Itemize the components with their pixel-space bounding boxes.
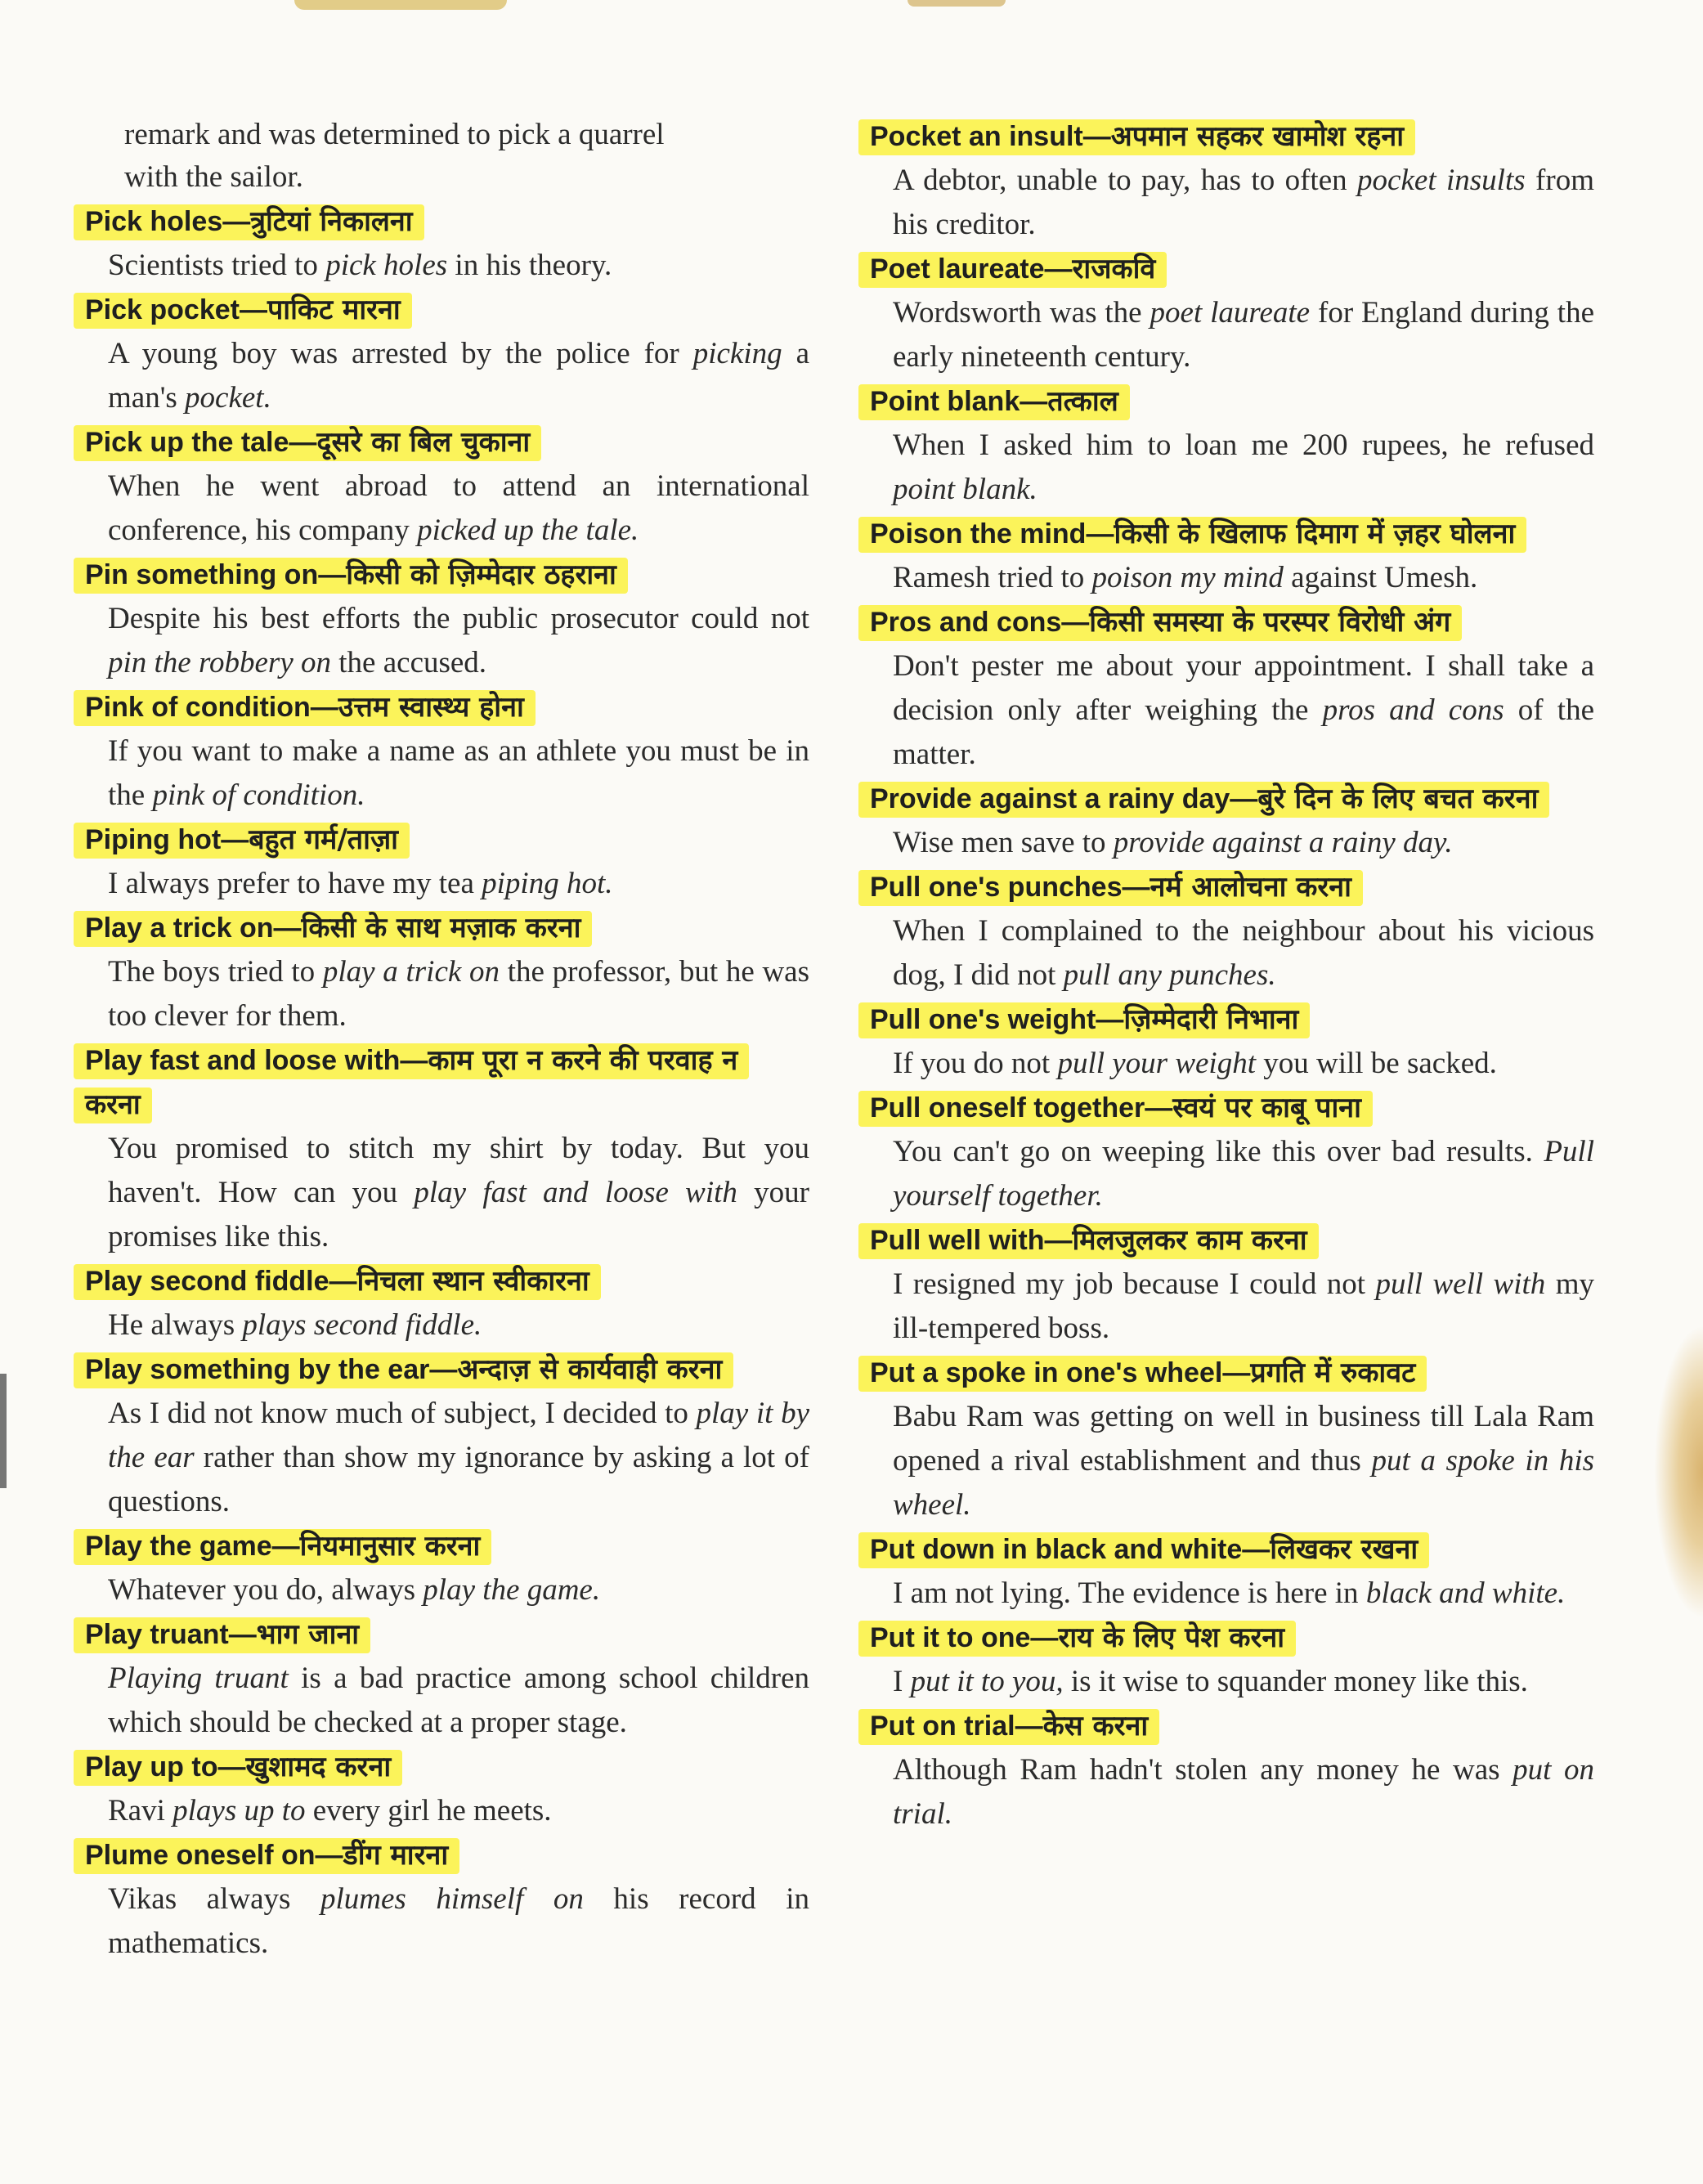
idiom-phrase: Play the game bbox=[85, 1531, 272, 1562]
idiom-heading bbox=[74, 1038, 809, 1127]
example-text: in his theory. bbox=[447, 249, 612, 282]
em-dash-separator: — bbox=[289, 427, 317, 458]
idiom-example bbox=[858, 1042, 1594, 1086]
idiom-example bbox=[74, 1877, 809, 1966]
example-text: I bbox=[893, 1665, 911, 1698]
idiom-example bbox=[74, 1392, 809, 1524]
idiom-entry bbox=[74, 906, 809, 1038]
highlighted-heading bbox=[74, 1352, 733, 1388]
em-dash-separator: — bbox=[1061, 607, 1090, 638]
idiom-meaning-hindi: मिलजुलकर काम करना bbox=[1072, 1224, 1307, 1257]
highlighted-heading bbox=[74, 911, 592, 947]
example-text: When I asked him to loan me 200 rupees, he refused bbox=[893, 428, 1594, 462]
idiom-meaning-hindi: किसी के खिलाफ दिमाग में ज़हर घोलना bbox=[1114, 518, 1516, 550]
em-dash-separator: — bbox=[1222, 1357, 1251, 1388]
intro-continuation bbox=[74, 113, 809, 200]
idiom-example bbox=[74, 1789, 809, 1833]
idiom-phrase: Play up to bbox=[85, 1751, 218, 1783]
idiom-phrase: Pull oneself together bbox=[870, 1092, 1145, 1123]
idiom-entry bbox=[858, 247, 1594, 379]
idiom-example bbox=[858, 424, 1594, 512]
idiom-example bbox=[74, 597, 809, 685]
idiom-example bbox=[858, 1660, 1594, 1704]
idiom-entry bbox=[858, 512, 1594, 600]
example-text: I always prefer to have my tea bbox=[108, 867, 482, 900]
idiom-heading bbox=[74, 1348, 809, 1392]
idiom-phrase: Pick holes bbox=[85, 206, 223, 237]
example-text: is a bad practice among school children which should be checked at a proper stage. bbox=[108, 1662, 810, 1739]
example-text: A young boy was arrested by the police for bbox=[108, 337, 693, 370]
idiom-heading bbox=[858, 247, 1594, 291]
idiom-example bbox=[74, 464, 809, 553]
em-dash-separator: — bbox=[329, 1266, 357, 1297]
example-text: The boys tried to bbox=[108, 955, 323, 989]
idiom-example bbox=[74, 332, 809, 420]
idiom-heading bbox=[858, 1086, 1594, 1130]
idiom-entry bbox=[74, 685, 809, 818]
example-idiom-italic: pink of condition. bbox=[152, 778, 365, 812]
em-dash-separator: — bbox=[217, 1751, 246, 1783]
example-idiom-italic: plumes himself on bbox=[320, 1882, 584, 1916]
example-idiom-italic: put on trial. bbox=[893, 1753, 1595, 1831]
example-text: As I did not know much of subject, I decided to bbox=[108, 1397, 697, 1430]
em-dash-separator: — bbox=[318, 559, 347, 590]
page-binding-mark bbox=[0, 1374, 7, 1488]
example-idiom-italic: provide against a rainy day. bbox=[1113, 826, 1453, 859]
example-idiom-italic: put it to you, bbox=[910, 1665, 1064, 1698]
idiom-phrase: Pin something on bbox=[85, 559, 319, 590]
example-idiom-italic: pull any punches. bbox=[1063, 958, 1276, 992]
idiom-meaning-hindi: पाकिट मारना bbox=[267, 294, 401, 326]
example-idiom-italic: Pull yourself together. bbox=[893, 1135, 1594, 1213]
em-dash-separator: — bbox=[315, 1840, 343, 1871]
example-text: Wise men save to bbox=[893, 826, 1114, 859]
idiom-example bbox=[74, 1568, 809, 1612]
example-text: from his creditor. bbox=[893, 164, 1594, 241]
idiom-phrase: Pick up the tale bbox=[85, 427, 289, 458]
idiom-entry bbox=[74, 288, 809, 420]
idiom-meaning-hindi: बुरे दिन के लिए बचत करना bbox=[1257, 783, 1539, 815]
example-text: If you want to make a name as an athlete you must be in the bbox=[108, 734, 809, 812]
em-dash-separator: — bbox=[1030, 1622, 1059, 1653]
highlighted-heading bbox=[74, 425, 541, 461]
idiom-example bbox=[858, 556, 1594, 600]
em-dash-separator: — bbox=[1015, 1711, 1043, 1742]
idiom-meaning-hindi: नर्म आलोचना करना bbox=[1150, 871, 1351, 904]
example-idiom-italic: play a trick on bbox=[322, 955, 500, 989]
highlighted-heading bbox=[858, 1356, 1427, 1392]
idiom-heading bbox=[858, 1351, 1594, 1395]
highlighted-heading bbox=[858, 782, 1549, 818]
example-idiom-italic: picked up the tale. bbox=[417, 513, 639, 547]
idiom-example bbox=[858, 291, 1594, 379]
idiom-phrase: Put on trial bbox=[870, 1711, 1015, 1742]
example-idiom-italic: point blank. bbox=[893, 473, 1037, 506]
highlighted-heading bbox=[858, 1091, 1373, 1127]
em-dash-separator: — bbox=[1096, 1004, 1124, 1035]
idiom-phrase: Play a trick on bbox=[85, 913, 274, 944]
idiom-entry bbox=[74, 1524, 809, 1612]
example-text: You promised to stitch my shirt by today. But you haven't. How can you bbox=[108, 1132, 809, 1209]
idiom-phrase: Piping hot bbox=[85, 824, 222, 855]
highlighted-heading bbox=[74, 690, 536, 726]
highlighted-heading bbox=[74, 1617, 370, 1653]
example-text: A debtor, unable to pay, has to often bbox=[893, 164, 1358, 197]
idiom-heading bbox=[74, 1745, 809, 1789]
idiom-meaning-hindi: लिखकर रखना bbox=[1270, 1533, 1418, 1566]
example-text: Wordsworth was the bbox=[893, 296, 1150, 330]
idiom-entry bbox=[858, 998, 1594, 1086]
idiom-heading bbox=[74, 553, 809, 597]
highlighted-heading bbox=[74, 1838, 459, 1874]
idiom-entry bbox=[858, 1704, 1594, 1836]
highlighted-heading bbox=[858, 252, 1167, 288]
idiom-entry bbox=[858, 600, 1594, 777]
idiom-entry bbox=[858, 1086, 1594, 1218]
idiom-example bbox=[858, 1748, 1594, 1836]
em-dash-separator: — bbox=[400, 1045, 428, 1076]
idiom-meaning-hindi: दूसरे का बिल चुकाना bbox=[316, 426, 531, 459]
example-text: against Umesh. bbox=[1283, 561, 1478, 594]
idiom-example bbox=[858, 909, 1594, 998]
idiom-heading bbox=[858, 1218, 1594, 1262]
example-text: his record in mathematics. bbox=[108, 1882, 810, 1960]
idiom-heading bbox=[74, 818, 809, 862]
example-text: rather than show my ignorance by asking a lot of questions. bbox=[108, 1441, 810, 1518]
idiom-heading bbox=[858, 998, 1594, 1042]
example-text: Babu Ram was getting on well in business till Lala Ram opened a rival establishment and thus bbox=[893, 1400, 1594, 1478]
highlighted-heading bbox=[858, 870, 1363, 906]
idiom-entry bbox=[858, 1218, 1594, 1351]
idiom-phrase: Play second fiddle bbox=[85, 1266, 329, 1297]
example-text: When he went abroad to attend an international conference, his company bbox=[108, 469, 809, 547]
example-text: You can't go on weeping like this over bad results. bbox=[893, 1135, 1544, 1168]
example-idiom-italic: plays up to bbox=[173, 1794, 306, 1827]
em-dash-separator: — bbox=[222, 206, 251, 237]
idiom-heading bbox=[74, 200, 809, 244]
idiom-example bbox=[858, 159, 1594, 247]
idiom-meaning-hindi: काम पूरा न करने की परवाह न करना bbox=[85, 1044, 738, 1121]
em-dash-separator: — bbox=[429, 1354, 458, 1385]
idiom-phrase: Play fast and loose with bbox=[85, 1045, 401, 1076]
intro-line: with the sailor. bbox=[124, 160, 303, 194]
idiom-meaning-hindi: ज़िम्मेदारी निभाना bbox=[1123, 1003, 1299, 1036]
em-dash-separator: — bbox=[273, 913, 302, 944]
idiom-heading bbox=[74, 1524, 809, 1568]
example-text: for England during the early nineteenth century. bbox=[893, 296, 1595, 374]
example-text: every girl he meets. bbox=[305, 1794, 552, 1827]
idiom-meaning-hindi: प्रगति में रुकावट bbox=[1250, 1357, 1416, 1389]
em-dash-separator: — bbox=[1122, 872, 1150, 903]
idiom-meaning-hindi: नियमानुसार करना bbox=[299, 1530, 481, 1563]
highlighted-heading bbox=[858, 384, 1130, 420]
example-idiom-italic: piping hot. bbox=[482, 867, 613, 900]
idiom-heading bbox=[74, 1259, 809, 1303]
idiom-example bbox=[74, 1657, 809, 1745]
em-dash-separator: — bbox=[1086, 518, 1114, 549]
idiom-phrase: Put it to one bbox=[870, 1622, 1031, 1653]
idiom-heading bbox=[74, 1612, 809, 1657]
highlighted-heading bbox=[858, 1002, 1310, 1038]
idiom-heading bbox=[858, 600, 1594, 644]
idiom-example bbox=[858, 1572, 1594, 1616]
idiom-heading bbox=[858, 1616, 1594, 1660]
idiom-phrase: Pull one's weight bbox=[870, 1004, 1096, 1035]
example-idiom-italic: pin the robbery on bbox=[108, 646, 332, 679]
idiom-example bbox=[74, 244, 809, 288]
idiom-phrase: Provide against a rainy day bbox=[870, 783, 1230, 814]
idiom-entry bbox=[74, 1833, 809, 1966]
highlighted-heading bbox=[74, 1264, 601, 1300]
example-text: I resigned my job because I could not bbox=[893, 1267, 1376, 1301]
page-stain-top bbox=[294, 0, 507, 10]
highlighted-heading bbox=[858, 1709, 1159, 1745]
example-text: Scientists tried to bbox=[108, 249, 326, 282]
highlighted-heading bbox=[858, 1621, 1296, 1657]
idiom-entry bbox=[858, 379, 1594, 512]
highlighted-heading bbox=[74, 204, 424, 240]
idiom-entry bbox=[858, 114, 1594, 247]
example-idiom-italic: plays second fiddle. bbox=[242, 1308, 482, 1342]
idiom-phrase: Point blank bbox=[870, 386, 1020, 417]
intro-line: remark and was determined to pick a quarrel bbox=[124, 118, 665, 151]
example-idiom-italic: pocket insults bbox=[1357, 164, 1526, 197]
idiom-entry bbox=[74, 420, 809, 553]
example-idiom-italic: poison my mind bbox=[1091, 561, 1284, 594]
example-text: the accused. bbox=[331, 646, 487, 679]
example-text: Although Ram hadn't stolen any money he was bbox=[893, 1753, 1513, 1787]
example-text: If you do not bbox=[893, 1047, 1058, 1080]
example-idiom-italic: picking bbox=[692, 337, 782, 370]
highlighted-heading bbox=[858, 517, 1526, 553]
em-dash-separator: — bbox=[221, 824, 249, 855]
em-dash-separator: — bbox=[1242, 1534, 1271, 1565]
idiom-list-right bbox=[858, 114, 1594, 1836]
highlighted-heading bbox=[74, 823, 410, 859]
idiom-phrase: Pull one's punches bbox=[870, 872, 1123, 903]
example-idiom-italic: pull your weight bbox=[1057, 1047, 1256, 1080]
example-idiom-italic: black and white. bbox=[1365, 1576, 1566, 1610]
idiom-meaning-hindi: डींग मारना bbox=[343, 1839, 449, 1872]
idiom-meaning-hindi: तत्काल bbox=[1047, 385, 1118, 418]
idiom-entry bbox=[858, 1527, 1594, 1616]
idiom-list-left bbox=[74, 200, 809, 1966]
idiom-phrase: Pink of condition bbox=[85, 692, 311, 723]
example-text: you will be sacked. bbox=[1255, 1047, 1497, 1080]
idiom-phrase: Plume oneself on bbox=[85, 1840, 316, 1871]
idiom-phrase: Play something by the ear bbox=[85, 1354, 430, 1385]
example-text: the professor, but he was too clever for them. bbox=[108, 955, 809, 1033]
idiom-entry bbox=[74, 1612, 809, 1745]
idiom-entry bbox=[74, 1259, 809, 1348]
left-column bbox=[74, 114, 809, 1966]
idiom-entry bbox=[858, 1616, 1594, 1704]
example-text: your promises like this. bbox=[108, 1176, 810, 1253]
idiom-entry bbox=[858, 777, 1594, 865]
idiom-phrase: Pros and cons bbox=[870, 607, 1062, 638]
idiom-heading bbox=[858, 114, 1594, 159]
example-text: Whatever you do, always bbox=[108, 1573, 424, 1607]
example-text: my ill-tempered boss. bbox=[893, 1267, 1594, 1345]
highlighted-heading bbox=[74, 1529, 491, 1565]
highlighted-heading bbox=[858, 119, 1415, 155]
page-edge-stain bbox=[1654, 1325, 1703, 1619]
idiom-heading bbox=[858, 1704, 1594, 1748]
idiom-meaning-hindi: किसी के साथ मज़ाक करना bbox=[301, 912, 581, 944]
example-text: When I complained to the neighbour about his vicious dog, I did not bbox=[893, 914, 1594, 992]
idiom-example bbox=[74, 862, 809, 906]
highlighted-heading bbox=[74, 1043, 749, 1123]
idiom-heading bbox=[858, 1527, 1594, 1572]
example-text: He always bbox=[108, 1308, 243, 1342]
em-dash-separator: — bbox=[271, 1531, 300, 1562]
idiom-phrase: Pull well with bbox=[870, 1225, 1045, 1256]
idiom-meaning-hindi: निचला स्थान स्वीकारना bbox=[356, 1265, 589, 1298]
idiom-entry bbox=[858, 1351, 1594, 1527]
idiom-phrase: Poison the mind bbox=[870, 518, 1087, 549]
example-idiom-italic: pocket. bbox=[185, 381, 271, 415]
idiom-example bbox=[74, 729, 809, 818]
idiom-meaning-hindi: अन्दाज़ से कार्यवाही करना bbox=[457, 1353, 723, 1386]
em-dash-separator: — bbox=[1230, 783, 1258, 814]
highlighted-heading bbox=[858, 605, 1462, 641]
idiom-entry bbox=[74, 1348, 809, 1524]
highlighted-heading bbox=[858, 1223, 1319, 1259]
right-column bbox=[858, 114, 1594, 1836]
idiom-example bbox=[858, 1130, 1594, 1218]
idiom-meaning-hindi: किसी समस्या के परस्पर विरोधी अंग bbox=[1089, 606, 1451, 639]
idiom-phrase: Put down in black and white bbox=[870, 1534, 1243, 1565]
highlighted-heading bbox=[74, 558, 628, 594]
idiom-meaning-hindi: अपमान सहकर खामोश रहना bbox=[1110, 120, 1405, 153]
example-idiom-italic: play fast and loose with bbox=[414, 1176, 737, 1209]
idiom-entry bbox=[74, 1745, 809, 1833]
example-idiom-italic: pick holes bbox=[325, 249, 448, 282]
page-stain-top-right bbox=[908, 0, 1006, 7]
example-idiom-italic: play it by the ear bbox=[108, 1397, 810, 1474]
example-text: a man's bbox=[108, 337, 809, 415]
idiom-heading bbox=[74, 1833, 809, 1877]
example-text: Ramesh tried to bbox=[893, 561, 1092, 594]
idiom-meaning-hindi: खुशामद करना bbox=[245, 1751, 392, 1783]
em-dash-separator: — bbox=[1145, 1092, 1173, 1123]
idiom-meaning-hindi: राजकवि bbox=[1072, 253, 1156, 285]
idiom-phrase: Put a spoke in one's wheel bbox=[870, 1357, 1223, 1388]
highlighted-heading bbox=[858, 1532, 1429, 1568]
example-text: I am not lying. The evidence is here in bbox=[893, 1576, 1366, 1610]
idiom-example bbox=[858, 644, 1594, 777]
idiom-heading bbox=[858, 865, 1594, 909]
example-text: Don't pester me about your appointment. I shall take a decision only after weighing the bbox=[893, 649, 1594, 727]
idiom-entry bbox=[74, 818, 809, 906]
idiom-heading bbox=[858, 777, 1594, 821]
em-dash-separator: — bbox=[1044, 1225, 1073, 1256]
example-idiom-italic: play the game. bbox=[423, 1573, 601, 1607]
example-text: Ravi bbox=[108, 1794, 173, 1827]
idiom-phrase: Poet laureate bbox=[870, 253, 1045, 285]
idiom-meaning-hindi: त्रुटियां निकालना bbox=[250, 205, 413, 238]
idiom-heading bbox=[74, 906, 809, 950]
example-text: Vikas always bbox=[108, 1882, 320, 1916]
highlighted-heading bbox=[74, 293, 412, 329]
example-idiom-italic: pull well with bbox=[1375, 1267, 1546, 1301]
highlighted-heading bbox=[74, 1750, 402, 1786]
idiom-meaning-hindi: बहुत गर्म/ताज़ा bbox=[249, 823, 398, 856]
example-text: Despite his best efforts the public prosecutor could not bbox=[108, 602, 809, 635]
idiom-meaning-hindi: राय के लिए पेश करना bbox=[1058, 1621, 1285, 1654]
idiom-meaning-hindi: स्वयं पर काबू पाना bbox=[1172, 1092, 1361, 1124]
example-idiom-italic: put a spoke in his wheel. bbox=[893, 1444, 1595, 1522]
example-text: is it wise to squander money like this. bbox=[1063, 1665, 1528, 1698]
em-dash-separator: — bbox=[1020, 386, 1048, 417]
idiom-phrase: Play truant bbox=[85, 1619, 229, 1650]
example-idiom-italic: pros and cons bbox=[1322, 693, 1504, 727]
idiom-meaning-hindi: उत्तम स्वास्थ्य होना bbox=[338, 691, 524, 724]
idiom-heading bbox=[74, 288, 809, 332]
em-dash-separator: — bbox=[239, 294, 267, 325]
idiom-heading bbox=[858, 512, 1594, 556]
idiom-example bbox=[74, 1303, 809, 1348]
idiom-example bbox=[858, 1262, 1594, 1351]
idiom-example bbox=[858, 1395, 1594, 1527]
idiom-meaning-hindi: भाग जाना bbox=[256, 1618, 360, 1651]
idiom-entry bbox=[74, 1038, 809, 1259]
example-idiom-italic: Playing truant bbox=[108, 1662, 289, 1695]
idiom-meaning-hindi: केस करना bbox=[1042, 1710, 1149, 1742]
idiom-example bbox=[74, 1127, 809, 1259]
idiom-example bbox=[74, 950, 809, 1038]
idiom-heading bbox=[74, 685, 809, 729]
em-dash-separator: — bbox=[1082, 121, 1111, 152]
example-idiom-italic: poet laureate bbox=[1150, 296, 1311, 330]
em-dash-separator: — bbox=[1044, 253, 1073, 285]
idiom-heading bbox=[858, 379, 1594, 424]
idiom-phrase: Pocket an insult bbox=[870, 121, 1083, 152]
idiom-example bbox=[858, 821, 1594, 865]
example-text: of the matter. bbox=[893, 693, 1594, 771]
idiom-entry bbox=[74, 553, 809, 685]
idiom-phrase: Pick pocket bbox=[85, 294, 240, 325]
idiom-entry bbox=[858, 865, 1594, 998]
idiom-entry bbox=[74, 200, 809, 288]
em-dash-separator: — bbox=[228, 1619, 257, 1650]
idiom-heading bbox=[74, 420, 809, 464]
em-dash-separator: — bbox=[310, 692, 338, 723]
idiom-meaning-hindi: किसी को ज़िम्मेदार ठहराना bbox=[346, 558, 616, 591]
